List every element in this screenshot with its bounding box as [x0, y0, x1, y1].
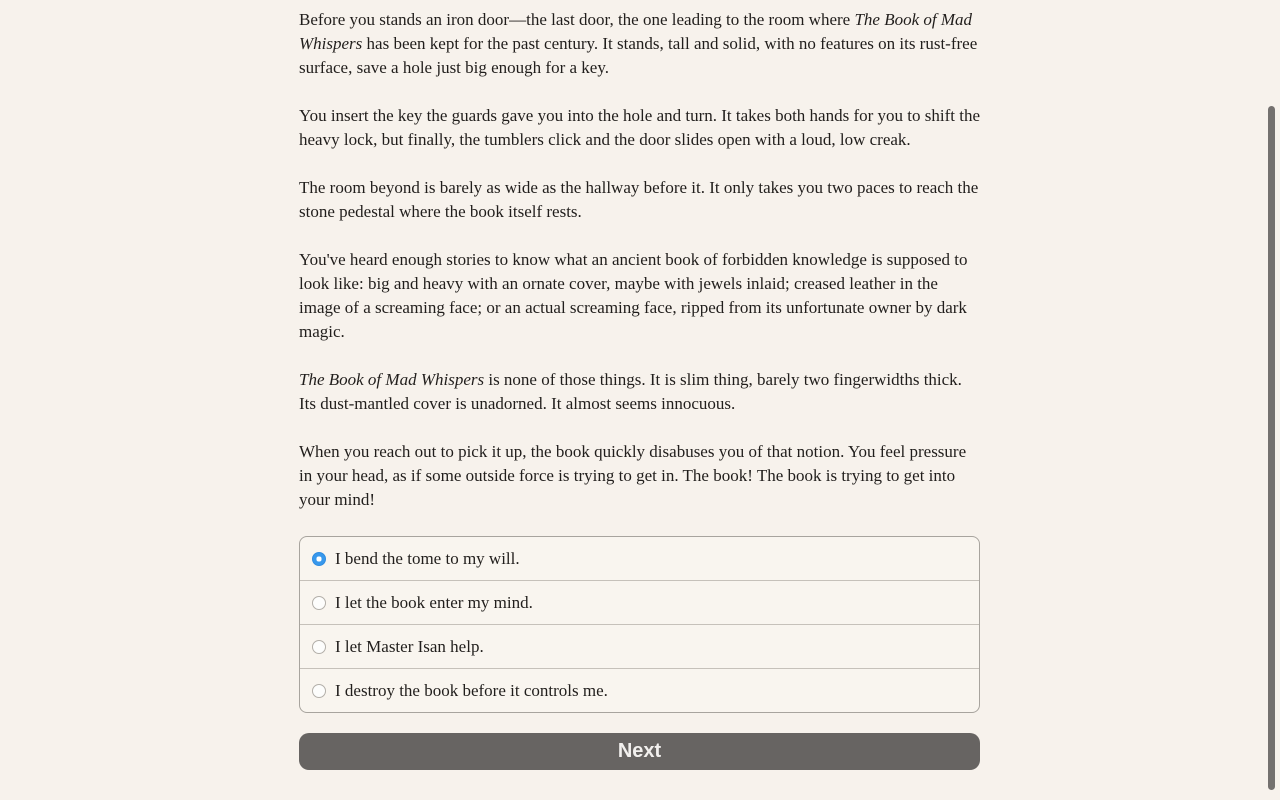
story-text: You've heard enough stories to know what an ancient book of forbidden knowledge is supposed to look like: big and heavy with an ornate cover, maybe with jewels inlaid; creased leather in the image of a screaming face; or an actual screaming face, ripped from its unfortunate owner by dark magic.: [299, 250, 968, 341]
choice-list: [299, 536, 980, 713]
story-page: [299, 0, 980, 770]
choice-option[interactable]: [300, 580, 979, 624]
book-title-italic: The Book of Mad Whispers: [299, 370, 485, 389]
story-paragraph: [299, 440, 980, 512]
choice-label: I destroy the book before it controls me.: [335, 680, 608, 700]
choice-label: I bend the tome to my will.: [335, 548, 520, 568]
story-text: is none of those things. It is slim thing, barely two fingerwidths thick. Its dust-mantled cover is unadorned. It almost seems innocuous.: [299, 370, 962, 413]
radio-unselected-icon[interactable]: [312, 596, 326, 610]
choice-option[interactable]: [300, 668, 979, 712]
story-paragraphs: [299, 8, 980, 512]
radio-selected-icon[interactable]: [312, 552, 326, 566]
story-text: The room beyond is barely as wide as the hallway before it. It only takes you two paces to reach the stone pedestal where the book itself rests.: [299, 178, 979, 221]
story-text: When you reach out to pick it up, the book quickly disabuses you of that notion. You feel pressure in your head, as if some outside force is trying to get in. The book! The book is trying to get into your mind!: [299, 442, 967, 509]
choice-label: I let the book enter my mind.: [335, 592, 533, 612]
story-paragraph: [299, 368, 980, 416]
next-button[interactable]: Next: [299, 733, 980, 770]
radio-unselected-icon[interactable]: [312, 684, 326, 698]
story-paragraph: [299, 248, 980, 344]
choice-label: I let Master Isan help.: [335, 636, 484, 656]
story-paragraph: [299, 8, 980, 80]
choice-option[interactable]: [300, 624, 979, 668]
choice-option[interactable]: [300, 537, 979, 580]
story-text: has been kept for the past century. It stands, tall and solid, with no features on its rust-free surface, save a hole just big enough for a key.: [299, 34, 978, 77]
scrollbar-thumb[interactable]: [1268, 106, 1275, 790]
story-text: You insert the key the guards gave you into the hole and turn. It takes both hands for you to shift the heavy lock, but finally, the tumblers click and the door slides open with a loud, low creak.: [299, 106, 980, 149]
story-text: Before you stands an iron door—the last door, the one leading to the room where: [299, 10, 855, 29]
radio-unselected-icon[interactable]: [312, 640, 326, 654]
story-paragraph: [299, 176, 980, 224]
story-paragraph: [299, 104, 980, 152]
book-title-italic: The Book of Mad Whispers: [299, 10, 973, 53]
